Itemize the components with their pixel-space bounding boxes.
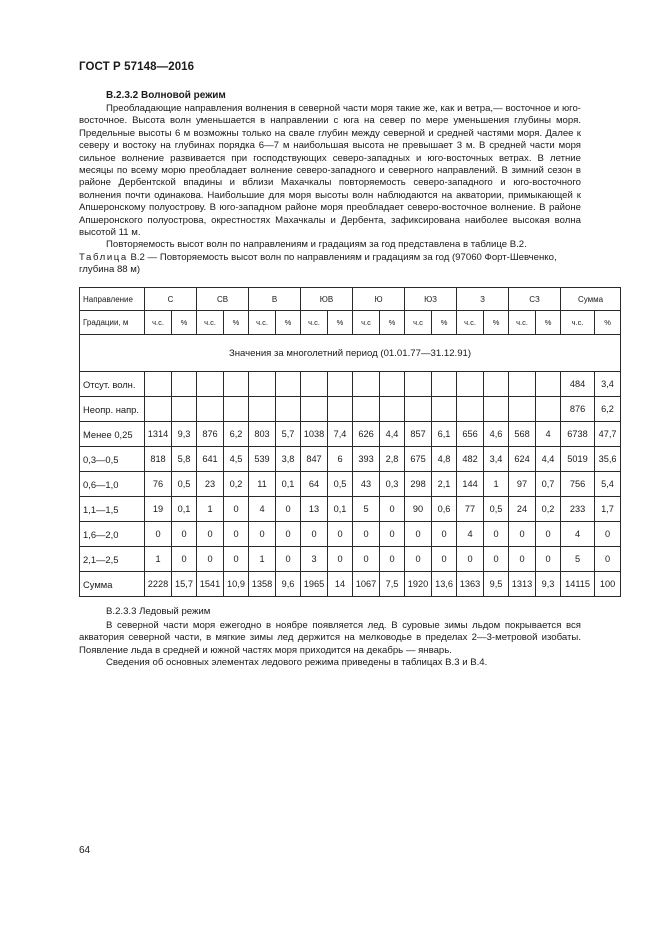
- direction-header: Сумма: [561, 288, 621, 311]
- table-row: [80, 447, 621, 472]
- sub-header-cell: ч.с.: [561, 311, 595, 335]
- table-cell: [432, 372, 457, 397]
- table-cell: 675: [405, 447, 432, 472]
- table-cell: 0,1: [172, 497, 197, 522]
- table-cell: [405, 372, 432, 397]
- table-cell: 11: [249, 472, 276, 497]
- table-cell: [457, 372, 484, 397]
- table-cell: 0: [328, 522, 353, 547]
- table-cell: 0: [197, 547, 224, 572]
- table-cell: 9,5: [484, 572, 509, 597]
- table-cell: 0: [353, 522, 380, 547]
- table-cell: 9,3: [536, 572, 561, 597]
- paragraph: Преобладающие направления волнения в северной части моря такие же, как и ветра,— восточное и юго-восточное. Высота волн уменьшается в направлении с юга на север по мере уменьшения глубины моря. Предельные высоты 6 м возможны только на свале глубин между северной и средней частями моря. Далее к северу и востоку на глубинах порядка 6—7 м наибольшая высота не превышает 3 м. В средней части моря сильное волнение развивается при господствующих северо-западных и юго-восточных ветрах. В летние месяцы по всему морю преобладает волнение северо-западного и северного направлений. В зимний сезон в районе Дербентской впадины и вблизи Махачкалы повторяемость северо-западного и юго-восточного волнения почти одинакова. Наибольшие для моря высоты волн наблюдаются на акватории, примыкающей к Апшеронскому полуострову. В юго-западном районе моря преобладает северо-восточное волнение. В районе Апшеронского полуострова, окрестностях Махачкалы и Дербента, зафиксирована наиболее высокая волна высотой 11 м.: [79, 103, 581, 239]
- table-cell: 64: [301, 472, 328, 497]
- table-cell: 5: [353, 497, 380, 522]
- sub-header-cell: ч.с.: [301, 311, 328, 335]
- table-cell: [380, 397, 405, 422]
- table-cell: 0: [509, 522, 536, 547]
- table-cell: [301, 397, 328, 422]
- table-cell: 626: [353, 422, 380, 447]
- sub-header-cell: ч.с.: [145, 311, 172, 335]
- table-cell: [172, 372, 197, 397]
- table-cell: 0: [380, 522, 405, 547]
- table-cell: 6738: [561, 422, 595, 447]
- table-cell: 3: [301, 547, 328, 572]
- table-row: [80, 422, 621, 447]
- table-cell: 3,8: [276, 447, 301, 472]
- table-cell: 0,2: [224, 472, 249, 497]
- table-cell: 1363: [457, 572, 484, 597]
- table-cell: 0,6: [432, 497, 457, 522]
- table-cell: 0: [276, 522, 301, 547]
- table-cell: 0: [224, 522, 249, 547]
- table-cell: 6: [328, 447, 353, 472]
- table-cell: 0: [432, 547, 457, 572]
- table-cell: [197, 397, 224, 422]
- row-label-cell: Менее 0,25: [80, 422, 145, 447]
- row-label-cell: 1,1—1,5: [80, 497, 145, 522]
- sub-header-cell: ч.с.: [197, 311, 224, 335]
- table-cell: 1038: [301, 422, 328, 447]
- table-cell: 0: [595, 522, 621, 547]
- direction-header-cell: Направление: [80, 288, 145, 311]
- table-cell: 0: [276, 547, 301, 572]
- sub-header-cell: %: [276, 311, 301, 335]
- table-cell: [484, 372, 509, 397]
- table-cell: 4,4: [536, 447, 561, 472]
- section-title-wave-regime: В.2.3.2 Волновой режим: [106, 90, 226, 101]
- table-cell: 43: [353, 472, 380, 497]
- table-cell: 1541: [197, 572, 224, 597]
- table-cell: 1314: [145, 422, 172, 447]
- table-cell: 0: [145, 522, 172, 547]
- direction-header: Ю: [353, 288, 405, 311]
- direction-header: СВ: [197, 288, 249, 311]
- table-cell: 0,1: [276, 472, 301, 497]
- sub-header-cell: ч.с: [405, 311, 432, 335]
- table-cell: [328, 372, 353, 397]
- table-cell: 14115: [561, 572, 595, 597]
- row-label-cell: Отсут. волн.: [80, 372, 145, 397]
- table-cell: 9,3: [172, 422, 197, 447]
- table-cell: 6,2: [224, 422, 249, 447]
- row-label-cell: 0,3—0,5: [80, 447, 145, 472]
- table-row: [80, 547, 621, 572]
- table-cell: 13: [301, 497, 328, 522]
- table-cell: [484, 397, 509, 422]
- direction-header: З: [457, 288, 509, 311]
- table-cell: 23: [197, 472, 224, 497]
- table-cell: [405, 397, 432, 422]
- table-cell: 5,8: [172, 447, 197, 472]
- table-cell: [249, 397, 276, 422]
- table-cell: 0: [249, 522, 276, 547]
- table-row: [80, 472, 621, 497]
- table-row: [80, 397, 621, 422]
- table-cell: 3,4: [484, 447, 509, 472]
- table-cell: 0: [353, 547, 380, 572]
- table-cell: 0: [172, 522, 197, 547]
- table-cell: [509, 372, 536, 397]
- table-cell: 1: [197, 497, 224, 522]
- table-cell: 233: [561, 497, 595, 522]
- table-cell: [276, 372, 301, 397]
- table-cell: 0: [484, 522, 509, 547]
- table-cell: 6,1: [432, 422, 457, 447]
- table-cell: 4: [561, 522, 595, 547]
- table-cell: 7,5: [380, 572, 405, 597]
- sub-header-cell: ч.с: [353, 311, 380, 335]
- table-cell: 1: [145, 547, 172, 572]
- table-cell: 0,2: [536, 497, 561, 522]
- table-header-row: [80, 288, 621, 311]
- sub-header-cell: %: [536, 311, 561, 335]
- section-title-ice-regime: В.2.3.3 Ледовый режим: [106, 606, 211, 617]
- table-row: [80, 497, 621, 522]
- table-cell: 0: [301, 522, 328, 547]
- sub-header-cell: %: [484, 311, 509, 335]
- table-cell: 5,4: [595, 472, 621, 497]
- table-cell: 5: [561, 547, 595, 572]
- table-cell: [380, 372, 405, 397]
- table-cell: 0: [536, 547, 561, 572]
- table-cell: 0: [405, 522, 432, 547]
- table-cell: [536, 397, 561, 422]
- table-cell: 4,8: [432, 447, 457, 472]
- table-caption-label: Таблица: [79, 252, 128, 263]
- table-cell: 0: [432, 522, 457, 547]
- table-cell: [457, 397, 484, 422]
- table-cell: [224, 372, 249, 397]
- table-cell: 641: [197, 447, 224, 472]
- table-cell: 0: [197, 522, 224, 547]
- paragraph: Повторяемость высот волн по направлениям и градациям за год представлена в таблице В.2.: [106, 239, 527, 251]
- table-cell: 7,4: [328, 422, 353, 447]
- table-cell: [432, 397, 457, 422]
- table-row: [80, 572, 621, 597]
- table-cell: 24: [509, 497, 536, 522]
- table-cell: 0: [405, 547, 432, 572]
- table-cell: 14: [328, 572, 353, 597]
- direction-header: С: [145, 288, 197, 311]
- table-row: [80, 372, 621, 397]
- table-cell: 13,6: [432, 572, 457, 597]
- table-cell: 5019: [561, 447, 595, 472]
- sub-header-cell: %: [380, 311, 405, 335]
- table-cell: 0,5: [484, 497, 509, 522]
- table-cell: 19: [145, 497, 172, 522]
- table-cell: 1965: [301, 572, 328, 597]
- table-cell: 0: [380, 547, 405, 572]
- sub-header-cell: ч.с.: [509, 311, 536, 335]
- table-cell: 298: [405, 472, 432, 497]
- table-cell: [301, 372, 328, 397]
- table-cell: [353, 397, 380, 422]
- table-cell: 5,7: [276, 422, 301, 447]
- table-cell: 4: [536, 422, 561, 447]
- table-cell: [328, 397, 353, 422]
- wave-regime-text: [79, 103, 581, 252]
- table-cell: [249, 372, 276, 397]
- table-cell: 77: [457, 497, 484, 522]
- table-cell: 1313: [509, 572, 536, 597]
- table-subheader-row: [80, 311, 621, 335]
- table-cell: 847: [301, 447, 328, 472]
- table-caption: [79, 252, 584, 277]
- table-cell: [145, 372, 172, 397]
- table-cell: 1920: [405, 572, 432, 597]
- table-cell: [145, 397, 172, 422]
- gradation-header-cell: Градации, м: [80, 311, 145, 335]
- sub-header-cell: %: [595, 311, 621, 335]
- table-cell: [353, 372, 380, 397]
- table-cell: 656: [457, 422, 484, 447]
- table-cell: 876: [561, 397, 595, 422]
- row-label-cell: 2,1—2,5: [80, 547, 145, 572]
- table-cell: 1067: [353, 572, 380, 597]
- sub-header-cell: ч.с.: [249, 311, 276, 335]
- table-cell: 144: [457, 472, 484, 497]
- table-cell: 484: [561, 372, 595, 397]
- table-cell: 0: [484, 547, 509, 572]
- sub-header-cell: ч.с.: [457, 311, 484, 335]
- table-cell: 0,1: [328, 497, 353, 522]
- direction-header: ЮЗ: [405, 288, 457, 311]
- table-cell: 4: [249, 497, 276, 522]
- table-cell: 97: [509, 472, 536, 497]
- table-cell: 0: [172, 547, 197, 572]
- table-cell: [536, 372, 561, 397]
- document-code: ГОСТ Р 57148—2016: [79, 61, 195, 73]
- table-cell: 0,5: [172, 472, 197, 497]
- table-cell: 0,5: [328, 472, 353, 497]
- table-cell: 876: [197, 422, 224, 447]
- table-row: [80, 522, 621, 547]
- table-cell: 3,4: [595, 372, 621, 397]
- table-cell: 568: [509, 422, 536, 447]
- sub-header-cell: %: [224, 311, 249, 335]
- table-cell: 2228: [145, 572, 172, 597]
- table-cell: 1: [249, 547, 276, 572]
- table-cell: 0: [509, 547, 536, 572]
- table-cell: 0: [536, 522, 561, 547]
- table-cell: [224, 397, 249, 422]
- table-cell: 803: [249, 422, 276, 447]
- table-cell: 0: [328, 547, 353, 572]
- paragraph: Сведения об основных элементах ледового режима приведены в таблицах В.3 и В.4.: [106, 657, 488, 669]
- table-cell: 2,8: [380, 447, 405, 472]
- sub-header-cell: %: [172, 311, 197, 335]
- table-caption-text: В.2 — Повторяемость высот волн по направлениям и градациям за год (97060 Форт-Шевченко, глубина 88 м): [79, 252, 557, 276]
- direction-header: СЗ: [509, 288, 561, 311]
- table-cell: 6,2: [595, 397, 621, 422]
- direction-header: ЮВ: [301, 288, 353, 311]
- table-period-row: [80, 335, 621, 372]
- table-cell: 4,6: [484, 422, 509, 447]
- table-cell: 539: [249, 447, 276, 472]
- row-label-cell: 1,6—2,0: [80, 522, 145, 547]
- table-cell: 0: [224, 547, 249, 572]
- row-label-cell: Неопр. напр.: [80, 397, 145, 422]
- table-cell: 4,4: [380, 422, 405, 447]
- row-label-cell: 0,6—1,0: [80, 472, 145, 497]
- table-cell: 0: [457, 547, 484, 572]
- wave-frequency-table: [79, 287, 621, 597]
- table-cell: 1,7: [595, 497, 621, 522]
- table-cell: 47,7: [595, 422, 621, 447]
- table-cell: 90: [405, 497, 432, 522]
- table-cell: 393: [353, 447, 380, 472]
- table-cell: 0,7: [536, 472, 561, 497]
- table-cell: [172, 397, 197, 422]
- table-cell: 1: [484, 472, 509, 497]
- table-cell: [197, 372, 224, 397]
- table-cell: 857: [405, 422, 432, 447]
- table-cell: 100: [595, 572, 621, 597]
- table-cell: 4: [457, 522, 484, 547]
- table-cell: 9,6: [276, 572, 301, 597]
- ice-regime-text: [79, 620, 581, 670]
- sub-header-cell: %: [328, 311, 353, 335]
- table-cell: 15,7: [172, 572, 197, 597]
- table-cell: 4,5: [224, 447, 249, 472]
- table-cell: [276, 397, 301, 422]
- table-cell: 0: [224, 497, 249, 522]
- table-cell: 624: [509, 447, 536, 472]
- page-number: 64: [79, 845, 91, 856]
- table-cell: 10,9: [224, 572, 249, 597]
- table-cell: [509, 397, 536, 422]
- sub-header-cell: %: [432, 311, 457, 335]
- direction-header: В: [249, 288, 301, 311]
- table-cell: 35,6: [595, 447, 621, 472]
- table-cell: 0: [276, 497, 301, 522]
- table-cell: 0,3: [380, 472, 405, 497]
- table-cell: 818: [145, 447, 172, 472]
- table-cell: 482: [457, 447, 484, 472]
- paragraph: В северной части моря ежегодно в ноябре появляется лед. В суровые зимы льдом покрывается вся акватория северной части, в мягкие зимы лед держится на мелководье в пределах 2—3-метровой изобаты. Появление льда в средней и южной частях моря приходится на декабрь — январь.: [79, 620, 581, 656]
- period-label-cell: Значения за многолетний период (01.01.77—31.12.91): [80, 335, 621, 372]
- table-cell: 0: [380, 497, 405, 522]
- table-cell: 76: [145, 472, 172, 497]
- table-cell: 0: [595, 547, 621, 572]
- row-label-cell: Сумма: [80, 572, 145, 597]
- table-cell: 1358: [249, 572, 276, 597]
- table-cell: 756: [561, 472, 595, 497]
- table-cell: 2,1: [432, 472, 457, 497]
